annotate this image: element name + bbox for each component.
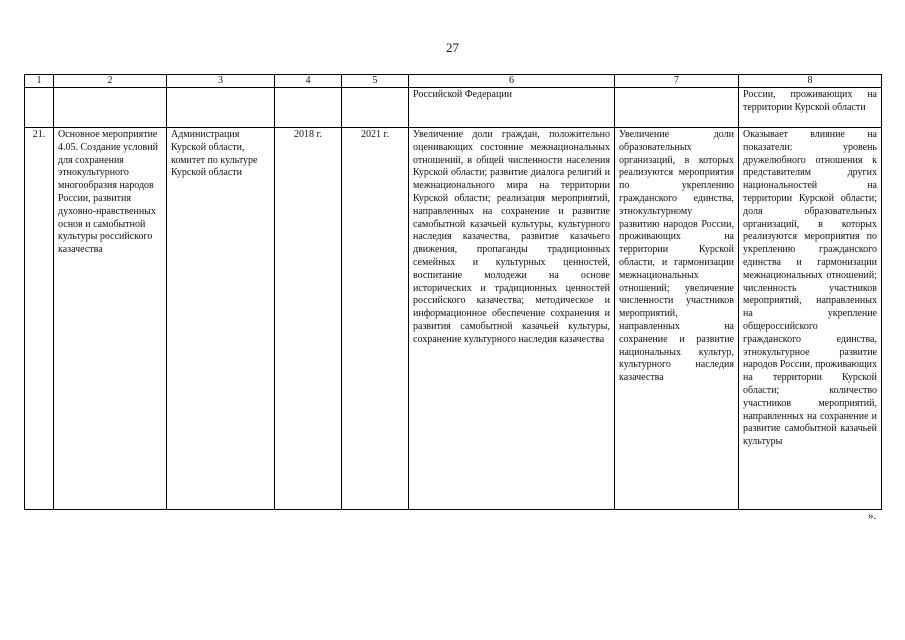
column-header: 2 xyxy=(54,75,167,88)
end-year-cell: 2021 г. xyxy=(342,128,409,510)
row-number-cell: 21. xyxy=(25,128,54,510)
table-row xyxy=(25,128,882,510)
continued-result-cell: Российской Федерации xyxy=(409,88,615,128)
continuation-row xyxy=(25,88,882,128)
column-header: 6 xyxy=(409,75,615,88)
page-number: 27 xyxy=(446,40,459,55)
cell-empty xyxy=(25,88,54,128)
cell-empty xyxy=(275,88,342,128)
cell-empty xyxy=(615,88,739,128)
consequences-cell: Увеличение доли образовательных организаций, в которых реализуются мероприятия по укреплению гражданского единства, этнокультурному развитию народов России, проживающих на территории Курской области, и гармонизации межнациональных отношений; увеличение численности участников мероприятий, направленных на сохранение и развитие национальных культур, культурного наследия казачества xyxy=(615,128,739,510)
closing-quote-mark: ». xyxy=(868,510,877,522)
measure-cell: Основное мероприятие 4.05. Создание условий для сохранения этнокультурного многообразия народов России, развития духовно-нравственных основ и самобытной культуры российского казачества xyxy=(54,128,167,510)
column-header: 8 xyxy=(739,75,882,88)
measures-table xyxy=(24,74,882,510)
column-numbers-row xyxy=(25,75,882,88)
cell-empty xyxy=(167,88,275,128)
column-header: 1 xyxy=(25,75,54,88)
cell-empty xyxy=(342,88,409,128)
column-header: 4 xyxy=(275,75,342,88)
indicators-cell: Оказывает влияние на показатели: уровень дружелюбного отношения к представителям других национальностей на территории Курской области; доля образовательных организаций, в которых реализуются мероприятия по укреплению гражданского единства и гармонизации межнациональных отношений; численность участников мероприятий, направленных на укрепление общероссийского гражданского единства, этнокультурное развитие народов России, проживающих на территории Курской области; количество участников мероприятий, направленных на сохранение и развитие самобытной казачьей культуры xyxy=(739,128,882,510)
column-header: 3 xyxy=(167,75,275,88)
start-year-cell: 2018 г. xyxy=(275,128,342,510)
expected-result-cell: Увеличение доли граждан, положительно оценивающих состояние межнациональных отношений, в общей численности населения Курской области; развитие диалога религий и межнационального мира на территории Курской области; реализация мероприятий, направленных на сохранение и развитие самобытной казачьей культуры, культурного наследия казачества, развитие казачьего движения, пропаганды традиционных семейных и культурных ценностей, воспитание молодежи на основе исторических и традиционных ценностей российского казачества; методическое и информационное обеспечение сохранения и развития самобытной казачьей культуры, сохранение культурного наследия казачества xyxy=(409,128,615,510)
cell-empty xyxy=(54,88,167,128)
executor-cell: Администрация Курской области, комитет по культуре Курской области xyxy=(167,128,275,510)
continued-indicators-cell: России, проживающих на территории Курской области xyxy=(739,88,882,128)
column-header: 5 xyxy=(342,75,409,88)
column-header: 7 xyxy=(615,75,739,88)
